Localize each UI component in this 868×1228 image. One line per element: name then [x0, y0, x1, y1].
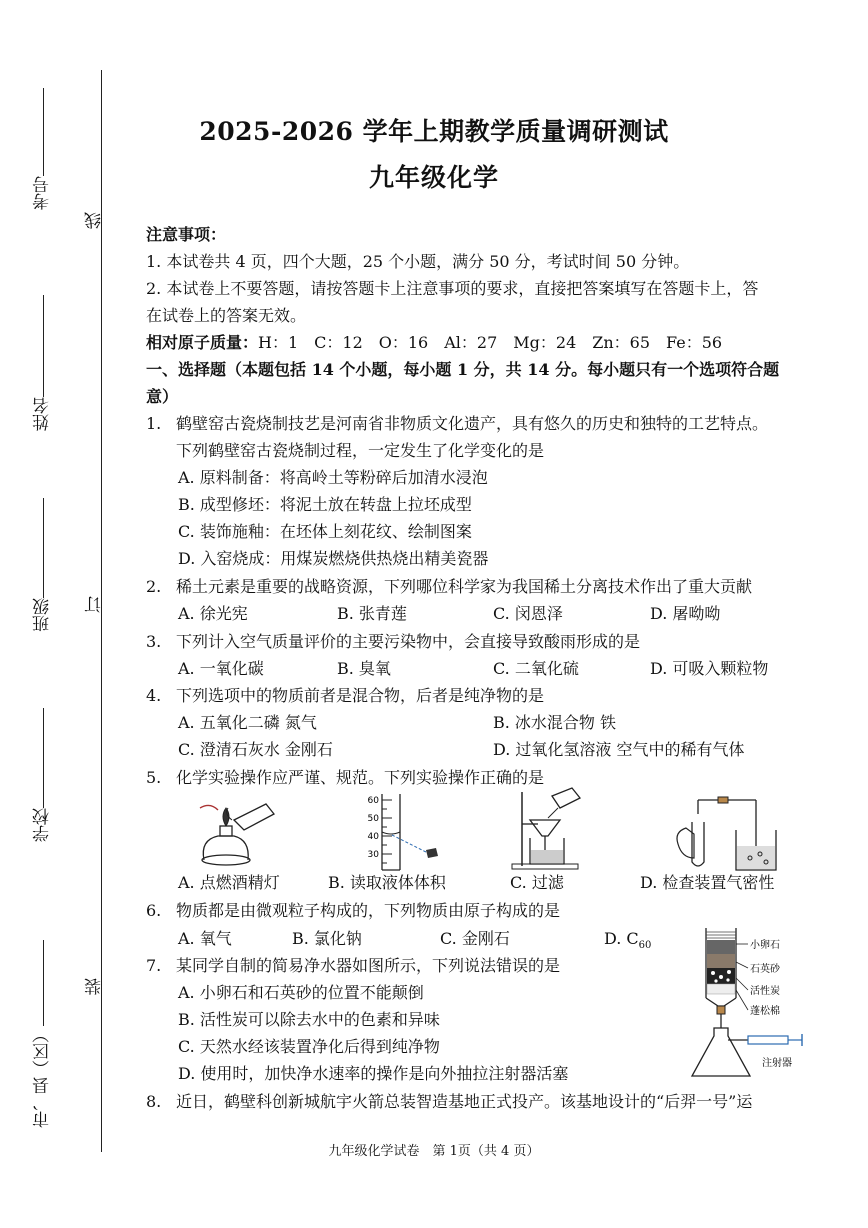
cylinder-reading-figure	[352, 790, 447, 874]
question-6-option-c[interactable]: C. 金刚石	[440, 929, 510, 948]
question-2-option-b[interactable]: B. 张青莲	[337, 604, 407, 623]
alcohol-lamp-figure	[188, 800, 278, 870]
question-1-stem-1: 鹤壁窑古瓷烧制技艺是河南省非物质文化遗产，具有悠久的历史和独特的工艺特点。	[176, 414, 769, 433]
question-5-option-a[interactable]: A. 点燃酒精灯	[178, 873, 280, 892]
question-8-number: 8.	[146, 1092, 162, 1111]
question-2-option-c[interactable]: C. 闵恩泽	[493, 604, 563, 623]
question-5-option-b[interactable]: B. 读取液体体积	[328, 873, 446, 892]
question-7-number: 7.	[146, 956, 162, 975]
question-5-number: 5.	[146, 768, 162, 787]
section-1-heading-line-1: 一、选择题（本题包括 14 个小题，每小题 1 分，共 14 分。每小题只有一个选项符合题	[146, 360, 780, 379]
label-activated-carbon: 活性炭	[750, 986, 780, 997]
question-6-option-d-subscript: 60	[638, 940, 652, 952]
question-4-stem: 下列选项中的物质前者是混合物，后者是纯净物的是	[176, 686, 545, 705]
label-cotton: 蓬松棉	[750, 1006, 780, 1017]
cylinder-tick-30: 30	[367, 850, 379, 860]
question-7-option-a[interactable]: A. 小卵石和石英砂的位置不能颠倒	[178, 983, 424, 1002]
syringe-icon	[748, 1036, 788, 1044]
question-6-option-b[interactable]: B. 氯化钠	[292, 929, 362, 948]
question-5-option-d[interactable]: D. 检查装置气密性	[640, 873, 775, 892]
question-7-stem: 某同学自制的简易净水器如图所示，下列说法错误的是	[176, 956, 561, 975]
question-3-option-a[interactable]: A. 一氧化碳	[178, 659, 264, 678]
pebble-layer	[707, 940, 735, 954]
question-6-stem: 物质都是由微观粒子构成的，下列物质由原子构成的是	[176, 901, 561, 920]
label-quartz-sand: 石英砂	[750, 964, 780, 975]
section-1-heading-line-2: 意）	[146, 387, 179, 406]
exam-subtitle: 九年级化学	[368, 163, 499, 192]
question-1-number: 1.	[146, 414, 162, 433]
question-1-option-d[interactable]: D. 入窑烧成：用煤炭燃烧供热烧出精美瓷器	[178, 549, 489, 568]
notice-item-2-line-1: 2. 本试卷上不要答题，请按答题卡上注意事项的要求，直接把答案填写在答题卡上，答	[146, 279, 759, 298]
name-label: 姓名	[32, 397, 53, 431]
airtightness-figure	[672, 792, 782, 876]
question-5-option-c[interactable]: C. 过滤	[510, 873, 564, 892]
region-field[interactable]	[30, 940, 56, 1128]
question-7-option-d[interactable]: D. 使用时，加快净水速率的操作是向外抽拉注射器活塞	[178, 1064, 569, 1083]
notice-item-2-line-2: 在试卷上的答案无效。	[146, 306, 307, 325]
question-3-stem: 下列计入空气质量评价的主要污染物中，会直接导致酸雨形成的是	[176, 632, 641, 651]
page-footer: 九年级化学试卷 第 1页（共 4 页）	[328, 1144, 540, 1159]
label-syringe: 注射器	[762, 1058, 792, 1069]
school-blank[interactable]	[43, 708, 44, 808]
cylinder-tick-40: 40	[367, 832, 379, 842]
filtration-figure	[508, 786, 588, 872]
question-4-option-d[interactable]: D. 过氧化氢溶液 空气中的稀有气体	[493, 740, 745, 759]
question-4-option-b[interactable]: B. 冰水混合物 铁	[493, 713, 617, 732]
question-6-option-d[interactable]	[604, 928, 651, 957]
question-4-option-a[interactable]: A. 五氧化二磷 氮气	[178, 713, 317, 732]
school-label: 学校	[32, 808, 53, 842]
cotton-layer	[707, 984, 735, 994]
school-field[interactable]	[30, 708, 56, 842]
question-7-option-b[interactable]: B. 活性炭可以除去水中的色素和异味	[178, 1010, 440, 1029]
cylinder-tick-60: 60	[367, 796, 379, 806]
question-1-option-b[interactable]: B. 成型修坯：将泥土放在转盘上拉坯成型	[178, 495, 472, 514]
class-label: 班级	[32, 598, 53, 632]
cut-mark-order: 订	[85, 596, 105, 613]
notice-item-1: 1. 本试卷共 4 页，四个大题，25 个小题，满分 50 分，考试时间 50 分钟。	[146, 252, 690, 271]
question-5-stem: 化学实验操作应严谨、规范。下列实验操作正确的是	[176, 768, 545, 787]
region-label: 市、县（区）	[32, 1026, 53, 1128]
question-3-option-d[interactable]: D. 可吸入颗粒物	[650, 659, 769, 678]
class-field[interactable]	[30, 498, 56, 632]
question-2-option-d[interactable]: D. 屠呦呦	[650, 604, 721, 623]
question-3-option-b[interactable]: B. 臭氧	[337, 659, 391, 678]
question-2-option-a[interactable]: A. 徐光宪	[178, 604, 248, 623]
question-1-option-c[interactable]: C. 装饰施釉：在坯体上刻花纹、绘制图案	[178, 522, 472, 541]
question-1-option-a[interactable]: A. 原料制备：将高岭土等粉碎后加清水浸泡	[178, 468, 488, 487]
water-purifier-figure	[686, 924, 816, 1084]
atomic-mass-values: H：1 C：12 O：16 Al：27 Mg：24 Zn：65 Fe：56	[258, 333, 723, 352]
question-6-number: 6.	[146, 901, 162, 920]
question-2-stem: 稀土元素是重要的战略资源，下列哪位科学家为我国稀土分离技术作出了重大贡献	[176, 577, 753, 596]
cylinder-tick-50: 50	[367, 814, 379, 824]
question-8-stem: 近日，鹤壁科创新城航宇火箭总装智造基地正式投产。该基地设计的“后羿一号”运	[176, 1092, 753, 1111]
atomic-mass-line	[146, 332, 722, 354]
region-blank[interactable]	[43, 940, 44, 1026]
name-blank[interactable]	[43, 295, 44, 397]
question-6-option-a[interactable]: A. 氧气	[178, 929, 232, 948]
question-6-option-d-text: D. C	[604, 929, 639, 948]
exam-number-label: 考号	[32, 176, 53, 210]
question-1-stem-2: 下列鹤壁窑古瓷烧制过程，一定发生了化学变化的是	[176, 441, 545, 460]
notice-heading: 注意事项：	[146, 225, 227, 244]
question-3-option-c[interactable]: C. 二氧化硫	[493, 659, 579, 678]
cut-mark-bind: 装	[85, 978, 105, 995]
question-7-option-c[interactable]: C. 天然水经该装置净化后得到纯净物	[178, 1037, 440, 1056]
cut-mark-line: 线	[85, 212, 105, 229]
question-2-number: 2.	[146, 577, 162, 596]
class-blank[interactable]	[43, 498, 44, 598]
eye-icon	[426, 848, 438, 858]
name-field[interactable]	[30, 295, 56, 431]
quartz-sand-layer	[707, 954, 735, 968]
label-pebbles: 小卵石	[750, 940, 780, 951]
atomic-mass-label: 相对原子质量：	[146, 333, 259, 352]
question-3-number: 3.	[146, 632, 162, 651]
question-4-option-c[interactable]: C. 澄清石灰水 金刚石	[178, 740, 333, 759]
exam-title: 2025-2026 学年上期教学质量调研测试	[199, 117, 669, 146]
question-4-number: 4.	[146, 686, 162, 705]
